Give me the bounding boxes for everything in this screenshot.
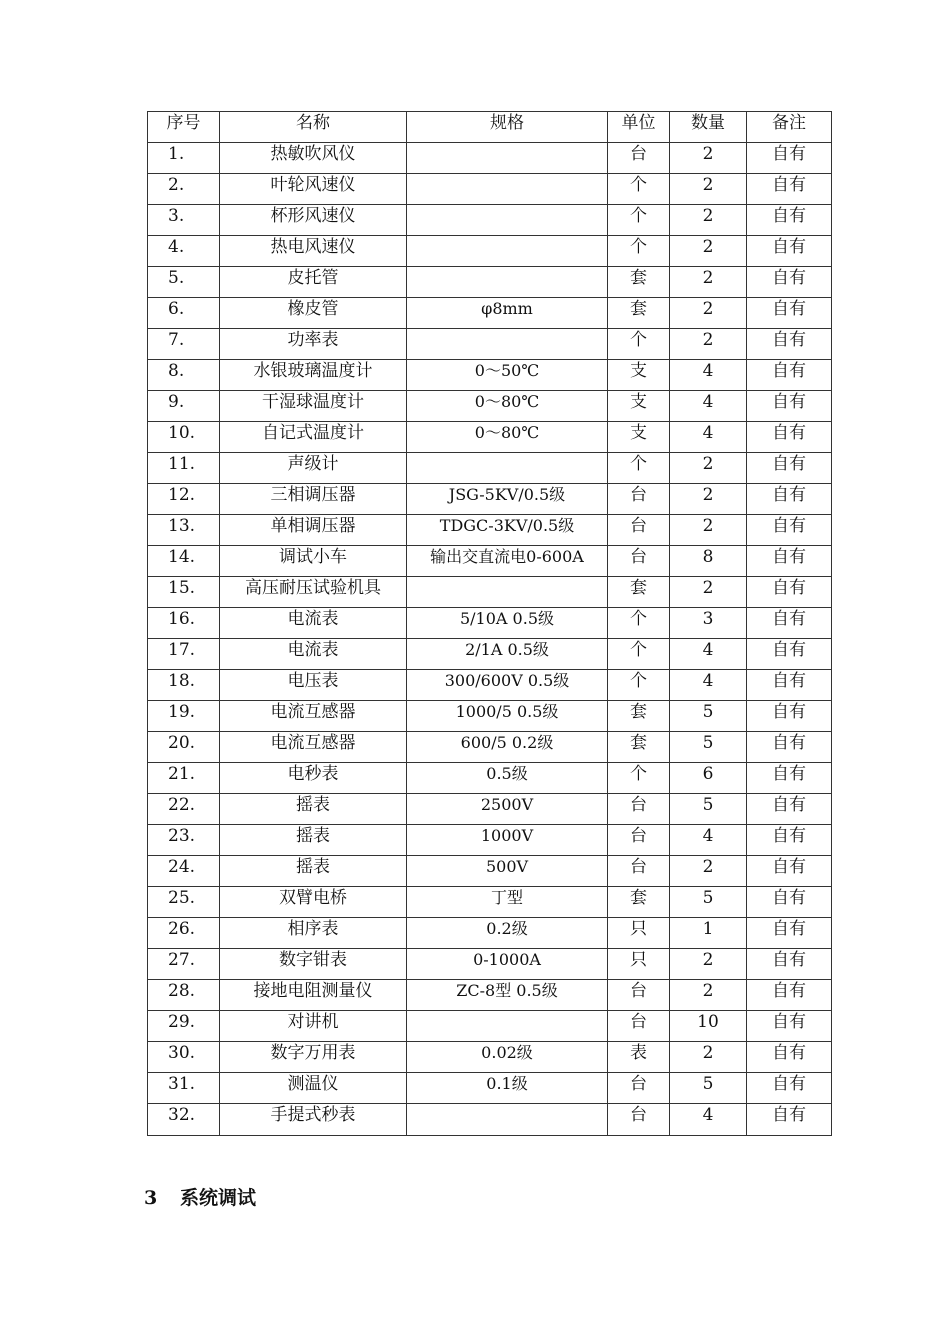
table-row [148,980,832,1011]
cell-remark: 自有 [747,701,832,732]
table-row [148,484,832,515]
table-row [148,918,832,949]
cell-name: 叶轮风速仪 [220,174,407,205]
table-row [148,949,832,980]
cell-quantity: 2 [670,298,747,329]
header-spec: 规格 [407,112,608,143]
cell-quantity: 6 [670,763,747,794]
table-row [148,515,832,546]
section-title: 系统调试 [180,1187,257,1209]
table-row [148,608,832,639]
cell-index: 21. [148,763,220,794]
cell-remark: 自有 [747,546,832,577]
cell-unit: 台 [608,980,670,1011]
table-row [148,205,832,236]
cell-remark: 自有 [747,577,832,608]
cell-index: 1. [148,143,220,174]
cell-remark: 自有 [747,732,832,763]
cell-name: 接地电阻测量仪 [220,980,407,1011]
cell-index: 27. [148,949,220,980]
cell-index: 10. [148,422,220,453]
cell-unit: 台 [608,515,670,546]
cell-index: 9. [148,391,220,422]
cell-spec: 0.1级 [407,1073,608,1104]
cell-index: 14. [148,546,220,577]
cell-unit: 台 [608,484,670,515]
cell-quantity: 10 [670,1011,747,1042]
table-row [148,856,832,887]
cell-name: 测温仪 [220,1073,407,1104]
cell-name: 摇表 [220,825,407,856]
table-row [148,298,832,329]
cell-name: 杯形风速仪 [220,205,407,236]
cell-quantity: 2 [670,949,747,980]
cell-spec: 输出交直流电0-600A [407,546,608,577]
table-row [148,1042,832,1073]
cell-name: 橡皮管 [220,298,407,329]
cell-quantity: 2 [670,980,747,1011]
cell-quantity: 2 [670,856,747,887]
cell-remark: 自有 [747,887,832,918]
cell-spec: 0.2级 [407,918,608,949]
cell-spec: 2500V [407,794,608,825]
table-row [148,670,832,701]
cell-quantity: 5 [670,732,747,763]
cell-unit: 个 [608,639,670,670]
cell-unit: 个 [608,174,670,205]
table-row [148,887,832,918]
cell-name: 数字万用表 [220,1042,407,1073]
table-row [148,267,832,298]
cell-name: 干湿球温度计 [220,391,407,422]
cell-spec: 300/600V 0.5级 [407,670,608,701]
cell-remark: 自有 [747,670,832,701]
cell-quantity: 4 [670,391,747,422]
cell-spec: 0-1000A [407,949,608,980]
cell-remark: 自有 [747,1073,832,1104]
cell-quantity: 2 [670,484,747,515]
cell-spec [407,1104,608,1136]
cell-unit: 套 [608,577,670,608]
table-row [148,143,832,174]
cell-quantity: 4 [670,1104,747,1136]
cell-unit: 表 [608,1042,670,1073]
cell-name: 摇表 [220,794,407,825]
table-row [148,546,832,577]
cell-quantity: 2 [670,453,747,484]
cell-remark: 自有 [747,298,832,329]
cell-remark: 自有 [747,794,832,825]
cell-name: 数字钳表 [220,949,407,980]
cell-remark: 自有 [747,391,832,422]
cell-spec [407,236,608,267]
cell-unit: 个 [608,329,670,360]
cell-unit: 套 [608,732,670,763]
cell-index: 5. [148,267,220,298]
cell-unit: 个 [608,453,670,484]
cell-index: 16. [148,608,220,639]
cell-remark: 自有 [747,1042,832,1073]
cell-quantity: 2 [670,515,747,546]
equipment-table [147,111,832,1136]
cell-name: 双臂电桥 [220,887,407,918]
cell-spec [407,143,608,174]
cell-quantity: 8 [670,546,747,577]
cell-remark: 自有 [747,515,832,546]
cell-index: 4. [148,236,220,267]
cell-remark: 自有 [747,236,832,267]
cell-spec [407,205,608,236]
cell-index: 6. [148,298,220,329]
cell-quantity: 2 [670,329,747,360]
cell-spec: 5/10A 0.5级 [407,608,608,639]
cell-name: 高压耐压试验机具 [220,577,407,608]
cell-index: 22. [148,794,220,825]
cell-name: 电压表 [220,670,407,701]
cell-unit: 支 [608,422,670,453]
cell-name: 皮托管 [220,267,407,298]
table-row [148,794,832,825]
cell-spec: φ8mm [407,298,608,329]
table-row [148,391,832,422]
cell-unit: 台 [608,1104,670,1136]
cell-spec [407,267,608,298]
cell-name: 电流表 [220,639,407,670]
cell-spec: 1000/5 0.5级 [407,701,608,732]
table-row [148,577,832,608]
cell-quantity: 2 [670,577,747,608]
cell-quantity: 2 [670,174,747,205]
cell-remark: 自有 [747,639,832,670]
cell-remark: 自有 [747,856,832,887]
cell-remark: 自有 [747,143,832,174]
cell-unit: 台 [608,546,670,577]
cell-index: 15. [148,577,220,608]
cell-index: 29. [148,1011,220,1042]
cell-quantity: 2 [670,1042,747,1073]
cell-quantity: 5 [670,701,747,732]
cell-remark: 自有 [747,763,832,794]
cell-index: 28. [148,980,220,1011]
cell-quantity: 4 [670,639,747,670]
cell-index: 18. [148,670,220,701]
cell-spec [407,1011,608,1042]
table-row [148,453,832,484]
cell-name: 相序表 [220,918,407,949]
table-row [148,825,832,856]
table-row [148,1104,832,1136]
cell-spec: 0.5级 [407,763,608,794]
table-row [148,763,832,794]
cell-unit: 个 [608,670,670,701]
cell-remark: 自有 [747,980,832,1011]
cell-quantity: 4 [670,422,747,453]
cell-index: 7. [148,329,220,360]
cell-remark: 自有 [747,205,832,236]
cell-name: 电秒表 [220,763,407,794]
table-row [148,329,832,360]
section-heading [144,1183,256,1210]
cell-name: 三相调压器 [220,484,407,515]
cell-index: 8. [148,360,220,391]
cell-spec: ZC-8型 0.5级 [407,980,608,1011]
cell-spec [407,174,608,205]
header-name: 名称 [220,112,407,143]
cell-index: 20. [148,732,220,763]
cell-index: 30. [148,1042,220,1073]
cell-quantity: 5 [670,887,747,918]
table-row [148,1073,832,1104]
cell-index: 32. [148,1104,220,1136]
table-row [148,1011,832,1042]
table-row [148,732,832,763]
cell-spec [407,453,608,484]
cell-quantity: 2 [670,236,747,267]
cell-remark: 自有 [747,174,832,205]
table-row [148,422,832,453]
cell-remark: 自有 [747,453,832,484]
cell-index: 12. [148,484,220,515]
cell-quantity: 4 [670,670,747,701]
cell-spec: 丁型 [407,887,608,918]
header-index: 序号 [148,112,220,143]
table-row [148,701,832,732]
cell-remark: 自有 [747,1104,832,1136]
cell-unit: 套 [608,267,670,298]
cell-name: 声级计 [220,453,407,484]
cell-unit: 支 [608,391,670,422]
cell-unit: 台 [608,794,670,825]
table-row [148,639,832,670]
cell-quantity: 2 [670,143,747,174]
cell-unit: 个 [608,236,670,267]
cell-index: 3. [148,205,220,236]
cell-index: 19. [148,701,220,732]
cell-spec: 1000V [407,825,608,856]
table-row [148,360,832,391]
cell-quantity: 1 [670,918,747,949]
cell-name: 对讲机 [220,1011,407,1042]
cell-index: 2. [148,174,220,205]
cell-unit: 台 [608,825,670,856]
cell-name: 手提式秒表 [220,1104,407,1136]
cell-remark: 自有 [747,918,832,949]
cell-name: 电流互感器 [220,732,407,763]
cell-index: 11. [148,453,220,484]
cell-quantity: 4 [670,825,747,856]
cell-spec: 0～80℃ [407,422,608,453]
cell-remark: 自有 [747,267,832,298]
cell-unit: 个 [608,608,670,639]
header-unit: 单位 [608,112,670,143]
cell-index: 25. [148,887,220,918]
cell-remark: 自有 [747,1011,832,1042]
cell-name: 电流表 [220,608,407,639]
cell-remark: 自有 [747,949,832,980]
cell-unit: 套 [608,298,670,329]
cell-unit: 支 [608,360,670,391]
cell-quantity: 4 [670,360,747,391]
cell-name: 热敏吹风仪 [220,143,407,174]
cell-unit: 台 [608,1073,670,1104]
cell-index: 17. [148,639,220,670]
cell-index: 13. [148,515,220,546]
cell-spec: 0～80℃ [407,391,608,422]
cell-quantity: 5 [670,1073,747,1104]
cell-spec: 500V [407,856,608,887]
section-number: 3 [144,1187,158,1209]
cell-unit: 套 [608,701,670,732]
cell-unit: 套 [608,887,670,918]
cell-index: 31. [148,1073,220,1104]
cell-name: 自记式温度计 [220,422,407,453]
cell-unit: 个 [608,763,670,794]
header-quantity: 数量 [670,112,747,143]
cell-spec: JSG-5KV/0.5级 [407,484,608,515]
cell-quantity: 2 [670,267,747,298]
cell-quantity: 5 [670,794,747,825]
table-header-row [148,112,832,143]
cell-index: 23. [148,825,220,856]
cell-name: 功率表 [220,329,407,360]
cell-index: 26. [148,918,220,949]
cell-index: 24. [148,856,220,887]
cell-name: 电流互感器 [220,701,407,732]
cell-unit: 只 [608,949,670,980]
cell-spec [407,577,608,608]
table-row [148,236,832,267]
cell-unit: 台 [608,143,670,174]
header-remark: 备注 [747,112,832,143]
cell-name: 热电风速仪 [220,236,407,267]
cell-spec: TDGC-3KV/0.5级 [407,515,608,546]
cell-remark: 自有 [747,360,832,391]
cell-unit: 个 [608,205,670,236]
cell-quantity: 3 [670,608,747,639]
cell-spec: 600/5 0.2级 [407,732,608,763]
cell-remark: 自有 [747,825,832,856]
cell-remark: 自有 [747,422,832,453]
cell-name: 单相调压器 [220,515,407,546]
cell-quantity: 2 [670,205,747,236]
cell-unit: 台 [608,1011,670,1042]
cell-spec [407,329,608,360]
cell-remark: 自有 [747,329,832,360]
cell-name: 水银玻璃温度计 [220,360,407,391]
cell-spec: 2/1A 0.5级 [407,639,608,670]
table-row [148,174,832,205]
cell-unit: 台 [608,856,670,887]
cell-spec: 0.02级 [407,1042,608,1073]
cell-name: 调试小车 [220,546,407,577]
cell-unit: 只 [608,918,670,949]
cell-remark: 自有 [747,484,832,515]
cell-remark: 自有 [747,608,832,639]
cell-name: 摇表 [220,856,407,887]
cell-spec: 0～50℃ [407,360,608,391]
